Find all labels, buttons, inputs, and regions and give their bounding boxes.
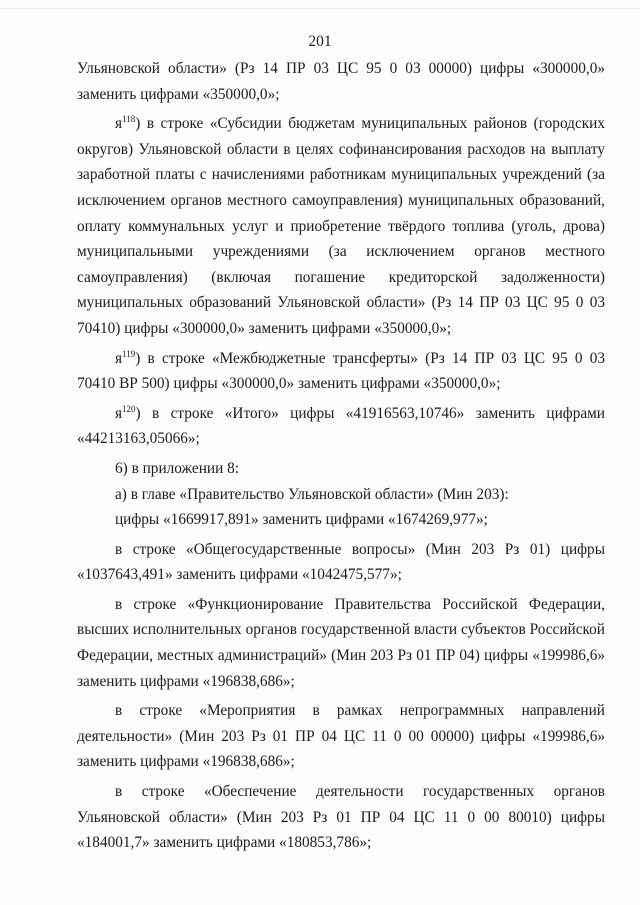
- paragraph: а) в главе «Правительство Ульяновской области» (Мин 203):: [115, 485, 509, 503]
- paragraph: 6) в приложении 8:: [115, 459, 239, 477]
- paragraph: $я^{120}$) в строке «Итого» цифры «41916563,10746» заменить цифрами «44213163,05066»;: [77, 403, 605, 448]
- paragraph: в строке «Обеспечение деятельности государственных органов Ульяновской области» (Мин 203 Рз 01 ПР 04 ЦС 11 0 00 80010) цифры «184001,7» заменить цифрами «180853,786»;: [77, 783, 605, 852]
- paragraph: $я^{118}$) в строке «Субсидии бюджетам муниципальных районов (городских округов) Ульяновской области в целях софинансирования расходов на выплату заработной платы с начислениями работникам муниципальных учреждений (за исключением органов местного самоуправления) муниципальных образований, оплату коммунальных услуг и приобретение твёрдого топлива (уголь, дрова) муниципальными учреждениями (за исключением органов местного самоуправления) (включая погашение кредиторской задолженности) муниципальных образований Ульяновской области» (Рз 14 ПР 03 ЦС 95 0 03 70410) цифры «300000,0» заменить цифрами «350000,0»;: [77, 114, 605, 337]
- document-body: [77, 56, 605, 856]
- paragraph: цифры «1669917,891» заменить цифрами «1674269,977»;: [115, 511, 488, 529]
- superscript-number: 118: [122, 114, 136, 125]
- paragraph: $я^{119}$) в строке «Межбюджетные трансферты» (Рз 14 ПР 03 ЦС 95 0 03 70410 ВР 500) цифры «300000,0» заменить цифрами «350000,0»;: [77, 348, 605, 393]
- paragraph: в строке «Функционирование Правительства Российской Федерации, высших исполнительных органов государственной власти субъектов Российской Федерации, местных администраций» (Мин 203 Рз 01 ПР 04) цифры «199986,6» заменить цифрами «196838,686»;: [77, 595, 605, 690]
- page-number: 201: [308, 33, 332, 50]
- superscript-number: 120: [122, 403, 136, 414]
- paragraph: в строке «Мероприятия в рамках непрограммных направлений деятельности» (Мин 203 Рз 01 ПР 04 ЦС 11 0 00 00000) цифры «199986,6» заменить цифрами «196838,686»;: [77, 702, 605, 771]
- paragraph: Ульяновской области» (Рз 14 ПР 03 ЦС 95 0 03 00000) цифры «300000,0» заменить цифрами «350000,0»;: [77, 60, 605, 103]
- superscript-number: 119: [122, 348, 136, 359]
- paragraph: в строке «Общегосударственные вопросы» (Мин 203 Рз 01) цифры «1037643,491» заменить цифрами «1042475,577»;: [77, 540, 605, 584]
- scan-artifact-line: [0, 8, 640, 13]
